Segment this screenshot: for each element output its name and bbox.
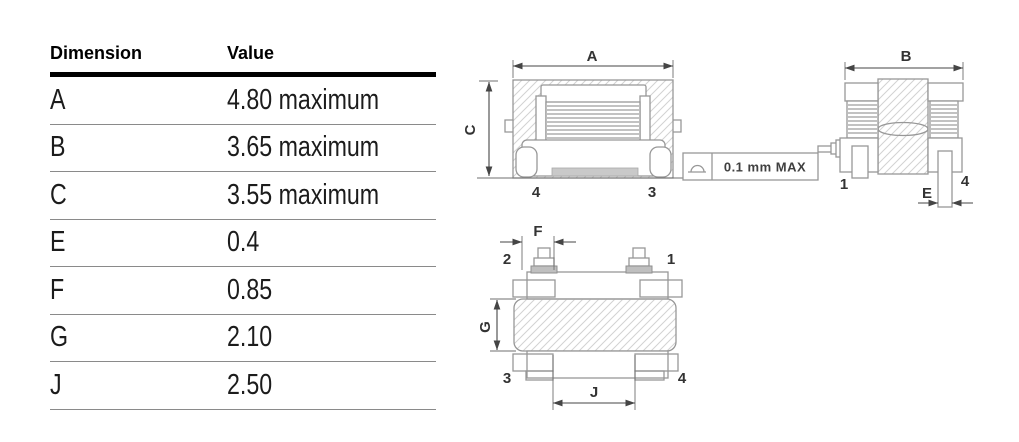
row-value: 0.85 <box>227 273 273 306</box>
row-dimension: C <box>50 178 67 211</box>
pin-number-2: 2 <box>502 251 512 268</box>
row-dimension: G <box>50 321 69 354</box>
row-value: 2.10 <box>227 321 273 354</box>
dim-label-E: E <box>921 185 933 202</box>
row-dimension: B <box>50 131 66 164</box>
front-view <box>462 48 683 201</box>
flatness-callout <box>683 153 818 180</box>
dimension-A <box>513 48 673 78</box>
dimension-G <box>477 299 516 351</box>
row-value: 4.80 maximum <box>227 83 380 116</box>
dim-label-B: B <box>900 48 912 65</box>
table-row <box>50 315 436 363</box>
lead-hook-left <box>516 147 537 177</box>
row-dimension: E <box>50 226 66 259</box>
table-row <box>50 125 436 173</box>
dim-label-A: A <box>586 48 598 65</box>
dimension-B <box>845 48 963 80</box>
side-view <box>818 48 973 207</box>
pin-number-1: 1 <box>839 176 849 193</box>
terminal-pin-1 <box>626 248 652 273</box>
row-dimension: J <box>50 368 62 401</box>
row-value: 3.55 maximum <box>227 178 380 211</box>
dim-label-G: G <box>477 321 494 333</box>
row-dimension: A <box>50 83 66 116</box>
table-row <box>50 77 436 125</box>
side-winding-left <box>847 101 878 138</box>
bottom-view <box>477 223 687 410</box>
table-header-row <box>50 34 436 64</box>
header-dimension: Dimension <box>50 43 143 63</box>
dimension-C <box>462 81 498 176</box>
pin-number-3: 3 <box>647 184 657 201</box>
dim-label-F: F <box>533 223 543 240</box>
row-value: 2.50 <box>227 368 273 401</box>
row-dimension: F <box>50 273 65 306</box>
side-winding-right <box>930 101 958 138</box>
lead-wire <box>818 140 842 157</box>
pin-number-4: 4 <box>531 184 541 201</box>
bottom-body <box>514 299 676 351</box>
pin-number-4: 4 <box>677 370 687 387</box>
package-drawings <box>450 0 1019 442</box>
table-row <box>50 267 436 315</box>
dim-label-J: J <box>589 384 599 401</box>
dim-label-C: C <box>462 124 479 136</box>
table-row <box>50 362 436 410</box>
table-row <box>50 220 436 268</box>
dimension-table <box>50 34 436 410</box>
flatness-callout-text: 0.1 mm MAX <box>723 159 807 175</box>
pin-number-3: 3 <box>502 370 512 387</box>
side-core <box>878 79 928 174</box>
terminal-pin-2 <box>531 248 557 273</box>
row-value: 0.4 <box>227 226 260 259</box>
table-row <box>50 172 436 220</box>
pin-number-1: 1 <box>666 251 676 268</box>
pin-number-4: 4 <box>960 173 970 190</box>
row-value: 3.65 maximum <box>227 131 380 164</box>
lead-hook-right <box>650 147 671 177</box>
coil-winding <box>546 102 640 141</box>
header-value: Value <box>227 43 275 63</box>
lead-4 <box>938 151 952 207</box>
